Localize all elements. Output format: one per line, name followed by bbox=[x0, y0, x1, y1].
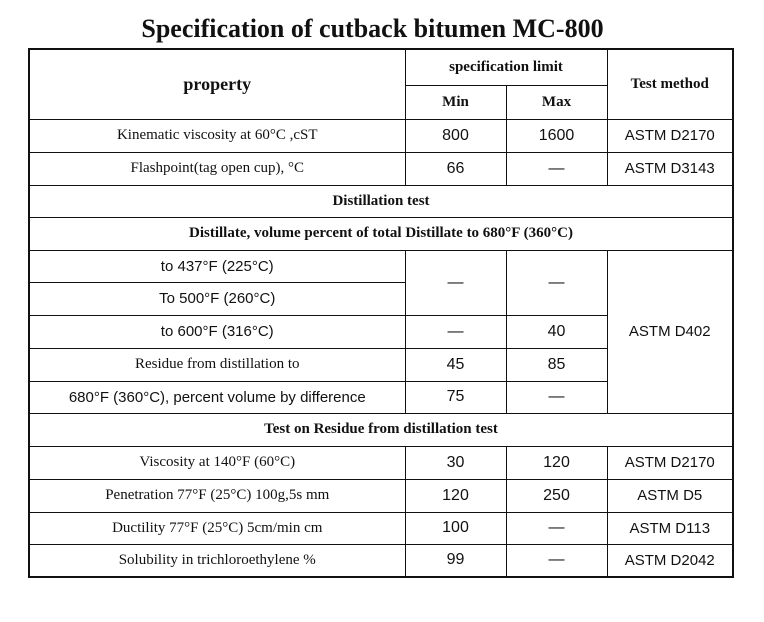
cell-property: Residue from distillation to bbox=[29, 348, 405, 381]
table-row bbox=[29, 479, 733, 512]
specification-table bbox=[28, 48, 734, 578]
cell-method: ASTM D113 bbox=[607, 512, 733, 544]
cell-property: To 500°F (260°C) bbox=[29, 282, 405, 315]
cell-max: — bbox=[506, 544, 607, 577]
table-row bbox=[29, 250, 733, 282]
table-row bbox=[29, 512, 733, 544]
cell-max: 85 bbox=[506, 348, 607, 381]
page-title: Specification of cutback bitumen MC-800 bbox=[141, 14, 604, 43]
cell-min: — bbox=[405, 250, 506, 315]
table-row bbox=[29, 446, 733, 479]
cell-max: — bbox=[506, 152, 607, 185]
cell-max: 250 bbox=[506, 479, 607, 512]
table-row bbox=[29, 152, 733, 185]
cell-max: 40 bbox=[506, 315, 607, 348]
section-distillation-test: Distillation test bbox=[29, 185, 733, 217]
cell-property: 680°F (360°C), percent volume by difference bbox=[29, 381, 405, 413]
cell-property: to 600°F (316°C) bbox=[29, 315, 405, 348]
cell-max: — bbox=[506, 512, 607, 544]
cell-method-distillation: ASTM D402 bbox=[607, 250, 733, 413]
header-max: Max bbox=[506, 85, 607, 119]
section-residue-test: Test on Residue from distillation test bbox=[29, 413, 733, 446]
cell-method: ASTM D2170 bbox=[607, 446, 733, 479]
cell-property: to 437°F (225°C) bbox=[29, 250, 405, 282]
section-row bbox=[29, 185, 733, 217]
cell-property: Solubility in trichloroethylene % bbox=[29, 544, 405, 577]
cell-property: Ductility 77°F (25°C) 5cm/min cm bbox=[29, 512, 405, 544]
cell-min: — bbox=[405, 315, 506, 348]
cell-property: Penetration 77°F (25°C) 100g,5s mm bbox=[29, 479, 405, 512]
cell-method: ASTM D3143 bbox=[607, 152, 733, 185]
cell-min: 800 bbox=[405, 119, 506, 152]
cell-method: ASTM D2170 bbox=[607, 119, 733, 152]
cell-min: 30 bbox=[405, 446, 506, 479]
cell-property: Flashpoint(tag open cup), °C bbox=[29, 152, 405, 185]
section-row bbox=[29, 413, 733, 446]
table-row bbox=[29, 119, 733, 152]
header-min: Min bbox=[405, 85, 506, 119]
section-distillate-header: Distillate, volume percent of total Distillate to 680°F (360°C) bbox=[29, 217, 733, 250]
cell-min: 99 bbox=[405, 544, 506, 577]
cell-method: ASTM D2042 bbox=[607, 544, 733, 577]
header-test-method: Test method bbox=[607, 49, 733, 119]
cell-max: — bbox=[506, 250, 607, 315]
cell-min: 66 bbox=[405, 152, 506, 185]
cell-min: 45 bbox=[405, 348, 506, 381]
cell-max: — bbox=[506, 381, 607, 413]
cell-min: 75 bbox=[405, 381, 506, 413]
cell-max: 1600 bbox=[506, 119, 607, 152]
header-property: property bbox=[29, 49, 405, 119]
cell-property: Viscosity at 140°F (60°C) bbox=[29, 446, 405, 479]
cell-property: Kinematic viscosity at 60°C ,cST bbox=[29, 119, 405, 152]
section-row bbox=[29, 217, 733, 250]
cell-min: 100 bbox=[405, 512, 506, 544]
cell-max: 120 bbox=[506, 446, 607, 479]
header-spec-limit: specification limit bbox=[405, 49, 607, 85]
cell-min: 120 bbox=[405, 479, 506, 512]
table-row bbox=[29, 544, 733, 577]
cell-method: ASTM D5 bbox=[607, 479, 733, 512]
